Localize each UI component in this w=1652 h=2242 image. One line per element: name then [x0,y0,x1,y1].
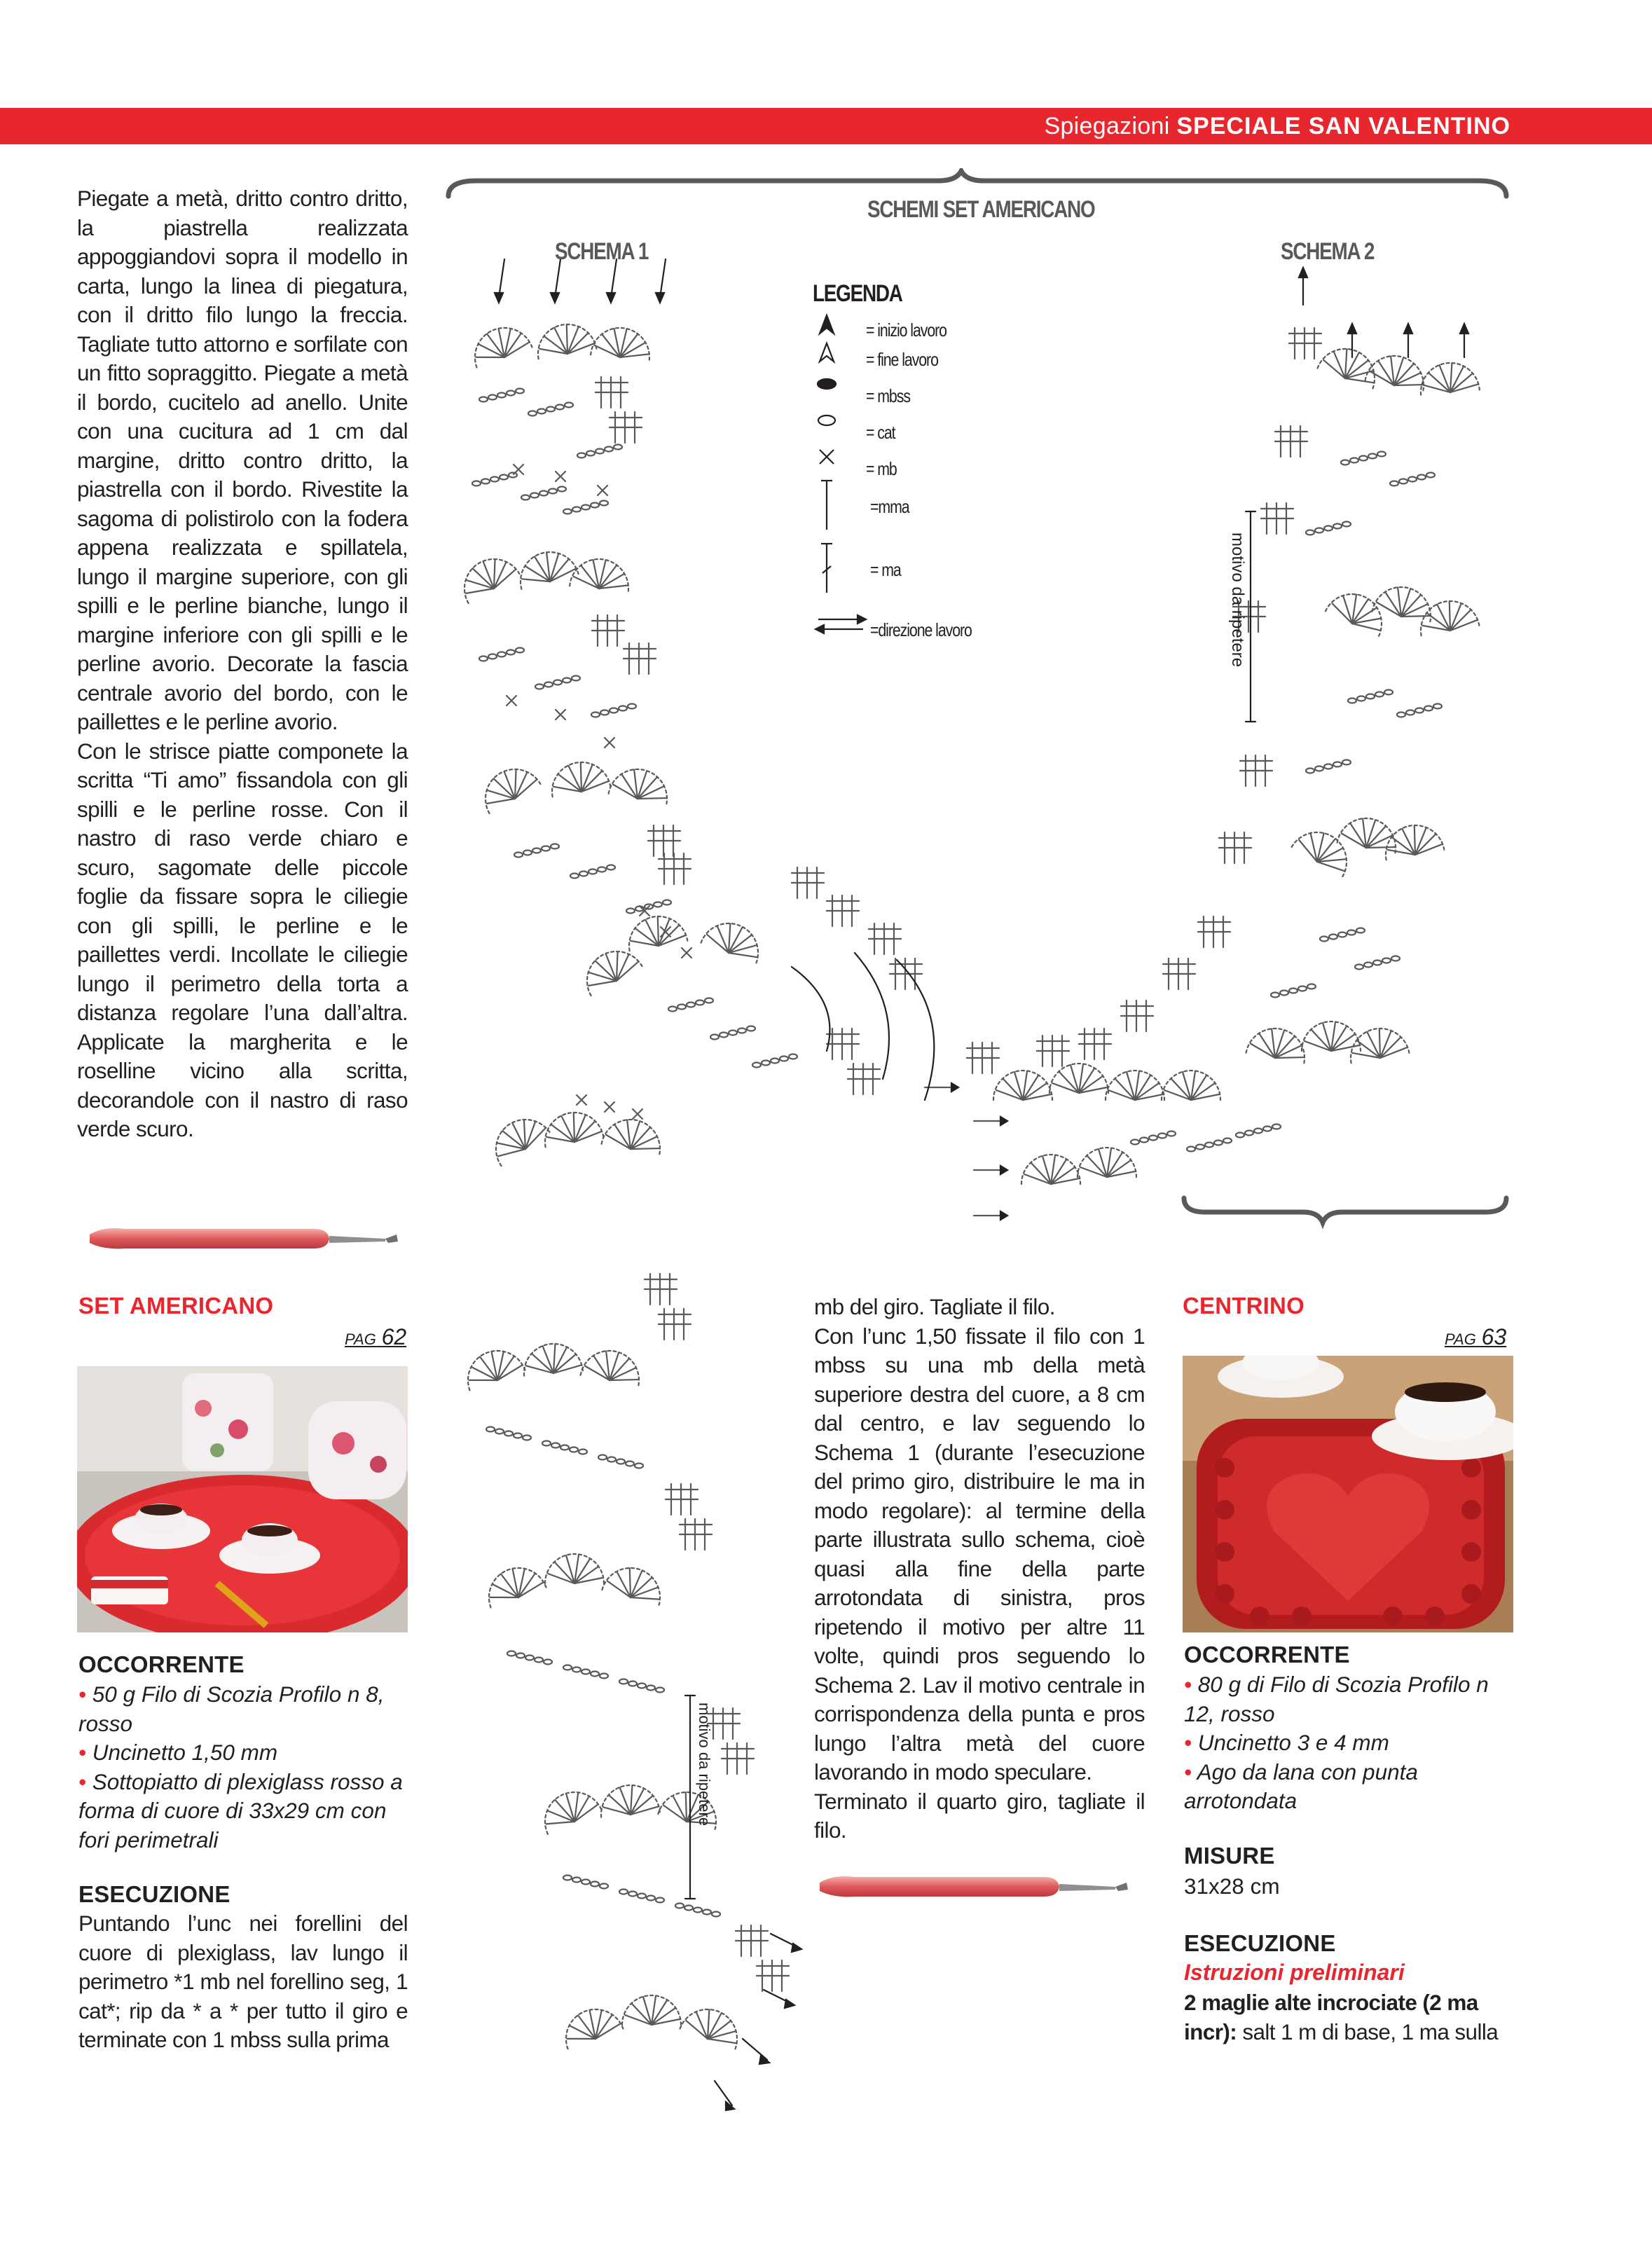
col3-paragraph: Terminato il quarto giro, tagliate il filo. [814,1788,1145,1843]
legend-symbols [815,312,844,649]
slip-stitch-icon [818,379,836,389]
centrino-title: CENTRINO [1183,1293,1305,1319]
legend-item: = ma [870,559,901,580]
col1-paragraph: Con le strisce piatte componete la scritta “Ti amo” fissandola con gli spilli e le perline rosse. Con il nastro di raso verde chiaro e scuro, sagomate delle piccole foglie da fissare sopra le ciliegie con gli spilli, le perline e le paillettes verdi. Incollate le ciliegie lungo il perimetro della torta a distanza regolare l’una dall’altra. Applicate la margherita e le roselline vicino alla scritta, decorandole con il nastro di raso verde scuro. [77,738,408,1141]
centrino-occorrente-title: OCCORRENTE [1184,1642,1350,1667]
diagram-title: SCHEMI SET AMERICANO [867,196,1095,223]
centrino-istruzioni-text: 2 maglie alte incrociate (2 ma incr): salt 1 m di base, 1 ma sulla [1184,1990,1499,2044]
col1-paragraph: Piegate a metà, dritto contro dritto, la piastrella realizzata appoggiandovi sopra il modello in carta, lungo la linea di piegatura, con il dritto filo lungo la freccia. Tagliate tutto attorno e sorfilate con un fitto sopraggitto. Piegate a metà il bordo, cucitelo ad anello. Unite con una cucitura ad 1 cm dal margine, dritto contro dritto, la piastrella con il bordo. Rivestite la sagoma di polistirolo con la fodera appena realizzata e spillatela, lungo il margine superiore, con gli spilli e le perline bianche, lungo il margine inferiore con gli spilli e le perline avorio. Decorate la fascia centrale avorio del bordo, con le paillettes e le perline avorio. [77,186,408,734]
legend-item: = inizio lavoro [866,319,947,341]
col1-text [77,184,408,1144]
crochet-hook-image [83,1219,405,1261]
repeat-label-schema2: motivo da ripetere [1228,532,1247,668]
legend [813,280,1079,659]
legend-item: = mbss [866,385,910,406]
col3-paragraph: mb del giro. Tagliate il filo. [814,1294,1055,1319]
crochet-hook-image [813,1867,1142,1909]
material-item: • Uncinetto 1,50 mm [78,1740,278,1765]
legend-item: = mb [866,458,897,479]
header-title [1045,111,1511,142]
repeat-label-schema1: motivo da ripetere [696,1703,713,1827]
set-americano-page-ref: PAG 62 [345,1324,407,1349]
set-americano-materials [78,1680,415,1855]
centrino-photo [1183,1356,1513,1632]
legend-item: =mma [870,496,909,517]
set-americano-esecuzione-title: ESECUZIONE [78,1881,230,1907]
material-item: • Uncinetto 3 e 4 mm [1184,1730,1389,1755]
material-item: • 80 g di Filo di Scozia Profilo n 12, rosso [1184,1672,1489,1726]
set-americano-photo [77,1366,408,1632]
direction-icon [813,612,869,640]
centrino-misure-title: MISURE [1184,1843,1275,1869]
schema-diagram-lower [434,1247,813,2116]
material-item: • 50 g Filo di Scozia Profilo n 8, rosso [78,1682,385,1736]
legend-item: =direzione lavoro [870,619,972,640]
set-americano-title: SET AMERICANO [78,1293,274,1319]
legend-item: = fine lavoro [866,349,938,370]
material-item: • Sottopiatto di plexiglass rosso a forma di cuore di 33x29 cm con fori perimetrali [78,1768,403,1852]
centrino-esecuzione-title: ESECUZIONE [1184,1930,1336,1956]
legend-title: LEGENDA [813,280,902,307]
col3-paragraph: Con l’unc 1,50 fissate il filo con 1 mbss su una mb della metà superiore destra del cuore, a 8 cm dal centro, e lav seguendo lo Schema 1 (durante l’esecuzione del primo giro, distribuire le ma in modo regolare): al termine della parte illustrata sullo schema, cioè quasi alla fine della parte arrotondata di sinistra, pros ripetendo il motivo per altre 11 volte, quindi pros seguendo lo Schema 2. Lav il motivo centrale in corrispondenza della punta e pros lungo l’altra metà del cuore lavorando in modo speculare. [814,1323,1145,1784]
header-section-title: SPECIALE SAN VALENTINO [1176,113,1510,139]
set-americano-esecuzione-text: Puntando l’unc nei forellini del cuore di plexiglass, lav lungo il perimetro *1 mb nel forellino seg, 1 cat*; rip da * a * per tutto il giro e terminate con 1 mbss sulla prima [78,1911,408,2052]
schema2-label: SCHEMA 2 [1281,238,1375,265]
centrino-istruzioni-title: Istruzioni preliminari [1184,1960,1405,1985]
centrino-misure-value: 31x28 cm [1184,1873,1280,1899]
centrino-materials [1184,1670,1520,1816]
start-icon [820,315,834,333]
schema1-sc [507,465,691,1119]
end-icon [820,343,834,362]
col3-text [814,1293,1145,1845]
centrino-page-ref: PAG 63 [1445,1324,1507,1349]
header-prefix: Spiegazioni [1044,113,1170,139]
chain-icon [818,415,835,425]
legend-item: = cat [866,422,895,443]
schema1-label: SCHEMA 1 [555,238,649,265]
set-americano-occorrente-title: OCCORRENTE [78,1651,245,1677]
material-item: • Ago da lana con punta arrotondata [1184,1759,1418,1813]
